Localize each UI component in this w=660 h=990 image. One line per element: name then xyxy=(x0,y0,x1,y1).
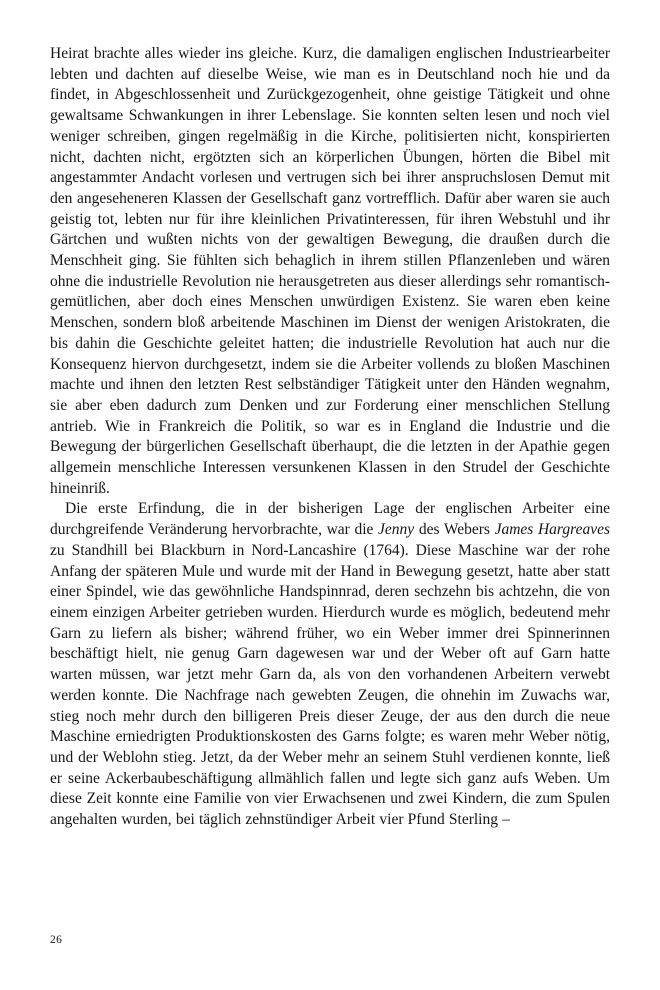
page-number: 26 xyxy=(50,934,63,946)
page-text xyxy=(50,44,610,831)
text-run: zu Standhill bei Blackburn in Nord-Lancashire (1764). Diese Maschine war der rohe Anfang der späteren Mule und wurde mit der Hand in Bewegung gesetzt, hatte aber statt einer Spindel, wie das gewöhnliche Handspinnrad, deren sechzehn bis achtzehn, die von einem einzigen Arbeiter getrieben wurden. Hierdurch wurde es möglich, bedeutend mehr Garn zu liefern als bisher; während früher, wo ein Weber immer drei Spinnerinnen beschäftigt hielt, nie genug Garn dagewesen war und der Weber oft auf Garn hatte warten müssen, war jetzt mehr Garn da, als von den vorhandenen Arbeitern verwebt werden konnte. Die Nachfrage nach gewebten Zeugen, die ohnehin im Zuwachs war, stieg noch mehr durch den billigeren Preis dieser Zeuge, der aus den durch die neue Maschine erniedrigten Produktionskosten des Garns folgte; es waren mehr Weber nötig, und der Weblohn stieg. Jetzt, da der Weber mehr an seinem Stuhl verdienen konnte, ließ er seine Ackerbaubeschäftigung allmählich fallen und legte sich ganz aufs Weben. Um diese Zeit konnte eine Familie von vier Erwachsenen und zwei Kindern, die zum Spulen angehalten wurden, bei täglich zehnstündiger Arbeit vier Pfund Sterling – xyxy=(50,541,610,829)
paragraph xyxy=(50,44,610,499)
text-run-italic: Jenny xyxy=(378,521,415,539)
paragraph xyxy=(50,499,610,830)
text-run-italic: James Hargreaves xyxy=(494,521,611,539)
text-run: des Webers xyxy=(414,521,495,539)
text-run: Heirat brachte alles wieder ins gleiche. Kurz, die damaligen englischen Industriearbeiter lebten und dachten auf dieselbe Weise, wie man es in Deutschland noch hie und da findet, in Abgeschlossenheit und Zurückgezogenheit, ohne geistige Tätigkeit und ohne gewaltsame Schwankungen in ihrer Lebenslage. Sie konnten selten lesen und noch viel weniger schreiben, gingen regelmäßig in die Kirche, politisierten nicht, konspirierten nicht, dachten nicht, ergötzten sich an körperlichen Übungen, hörten die Bibel mit angestammter Andacht vorlesen und vertrugen sich bei ihrer anspruchslosen Demut mit den angeseheneren Klassen der Gesellschaft ganz vortrefflich. Dafür aber waren sie auch geistig tot, lebten nur für ihre kleinlichen Privatinteressen, für ihren Webstuhl und ihr Gärtchen und wußten nichts von der gewaltigen Bewegung, die draußen durch die Menschheit ging. Sie fühlten sich behaglich in ihrem stillen Pflanzenleben und wären ohne die industrielle Revolution nie herausgetreten aus dieser allerdings sehr romantisch-gemütlichen, aber doch eines Menschen unwürdigen Existenz. Sie waren eben keine Menschen, sondern bloß arbeitende Maschinen im Dienst der wenigen Aristokraten, die bis dahin die Geschichte geleitet hatten; die industrielle Revolution hat auch nur die Konsequenz hiervon durchgesetzt, indem sie die Arbeiter vollends zu bloßen Maschinen machte und ihnen den letzten Rest selbständiger Tätigkeit unter den Händen wegnahm, sie aber eben dadurch zum Denken und zur Forderung einer menschlichen Stellung antrieb. Wie in Frankreich die Politik, so war es in England die Industrie und die Bewegung der bürgerlichen Gesellschaft überhaupt, die die letzten in der Apathie gegen allgemein menschliche Interessen versunkenen Klassen in den Strudel der Geschichte hineinriß. xyxy=(50,45,610,497)
text-run: Die erste Erfindung, die in der bisherigen Lage der englischen Arbeiter eine durchgreifende Veränderung hervorbrachte, war die xyxy=(50,500,610,539)
